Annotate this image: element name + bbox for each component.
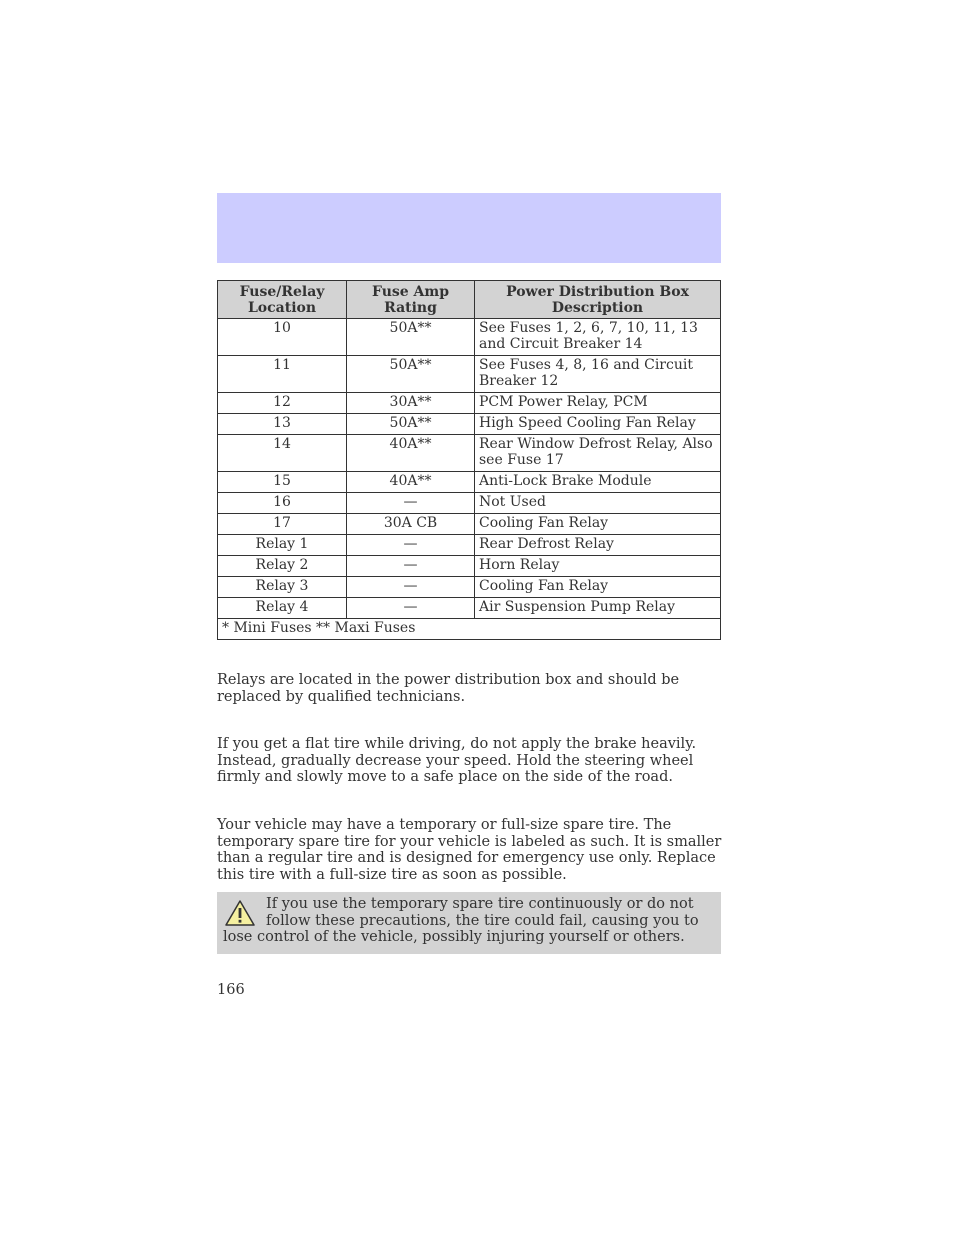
- table-row: [218, 356, 721, 393]
- header-rating: Fuse Amp Rating: [347, 281, 475, 319]
- table-row: [218, 556, 721, 577]
- relays-paragraph: Relays are located in the power distribution box and should be replaced by qualified technicians.: [217, 672, 680, 705]
- cell-rating: 50A**: [347, 319, 475, 356]
- cell-description: Horn Relay: [475, 556, 721, 577]
- cell-description: High Speed Cooling Fan Relay: [475, 414, 721, 435]
- cell-description: Anti-Lock Brake Module: [475, 472, 721, 493]
- cell-location: Relay 2: [218, 556, 347, 577]
- cell-description: See Fuses 4, 8, 16 and Circuit Breaker 12: [475, 356, 721, 393]
- cell-description: See Fuses 1, 2, 6, 7, 10, 11, 13 and Circuit Breaker 14: [475, 319, 721, 356]
- cell-description: Not Used: [475, 493, 721, 514]
- cell-rating: 30A**: [347, 393, 475, 414]
- table-row: [218, 414, 721, 435]
- cell-description: Rear Defrost Relay: [475, 535, 721, 556]
- cell-rating: 40A**: [347, 435, 475, 472]
- cell-location: 16: [218, 493, 347, 514]
- cell-location: 17: [218, 514, 347, 535]
- table-row: [218, 393, 721, 414]
- table-row: [218, 472, 721, 493]
- cell-rating: —: [347, 493, 475, 514]
- cell-rating: 50A**: [347, 414, 475, 435]
- cell-location: 12: [218, 393, 347, 414]
- table-header-row: [218, 281, 721, 319]
- cell-location: Relay 3: [218, 577, 347, 598]
- cell-location: Relay 4: [218, 598, 347, 619]
- cell-location: 10: [218, 319, 347, 356]
- flat-tire-paragraph: If you get a flat tire while driving, do not apply the brake heavily. Instead, gradually decrease your speed. Hold the steering wheel firmly and slowly move to a safe place on the side of the road.: [217, 736, 697, 785]
- table-footnote: * Mini Fuses ** Maxi Fuses: [218, 619, 721, 640]
- cell-location: Relay 1: [218, 535, 347, 556]
- spare-tire-paragraph: Your vehicle may have a temporary or full-size spare tire. The temporary spare tire for your vehicle is labeled as such. It is smaller than a regular tire and is designed for emergency use only. Replace this tire with a full-size tire as soon as possible.: [217, 817, 722, 883]
- cell-rating: —: [347, 598, 475, 619]
- cell-location: 14: [218, 435, 347, 472]
- table-row: [218, 319, 721, 356]
- cell-description: Cooling Fan Relay: [475, 577, 721, 598]
- cell-rating: —: [347, 577, 475, 598]
- cell-rating: 30A CB: [347, 514, 475, 535]
- cell-rating: 40A**: [347, 472, 475, 493]
- header-location: Fuse/Relay Location: [218, 281, 347, 319]
- cell-description: Cooling Fan Relay: [475, 514, 721, 535]
- warning-box: [217, 892, 721, 954]
- table-row: [218, 535, 721, 556]
- section-header-band: [217, 193, 721, 263]
- cell-location: 13: [218, 414, 347, 435]
- cell-rating: —: [347, 535, 475, 556]
- table-row: [218, 598, 721, 619]
- cell-description: PCM Power Relay, PCM: [475, 393, 721, 414]
- table-row: [218, 514, 721, 535]
- table-footnote-row: [218, 619, 721, 640]
- cell-location: 11: [218, 356, 347, 393]
- table-row: [218, 435, 721, 472]
- cell-rating: —: [347, 556, 475, 577]
- cell-description: Rear Window Defrost Relay, Also see Fuse 17: [475, 435, 721, 472]
- warning-text: If you use the temporary spare tire continuously or do not follow these precautions, the tire could fail, causing you to lose control of the vehicle, possibly injuring yourself or others.: [223, 896, 699, 945]
- fuse-table: [217, 280, 721, 640]
- header-description: Power Distribution Box Description: [475, 281, 721, 319]
- cell-description: Air Suspension Pump Relay: [475, 598, 721, 619]
- table-row: [218, 577, 721, 598]
- cell-rating: 50A**: [347, 356, 475, 393]
- cell-location: 15: [218, 472, 347, 493]
- page-number: 166: [217, 982, 245, 998]
- table-row: [218, 493, 721, 514]
